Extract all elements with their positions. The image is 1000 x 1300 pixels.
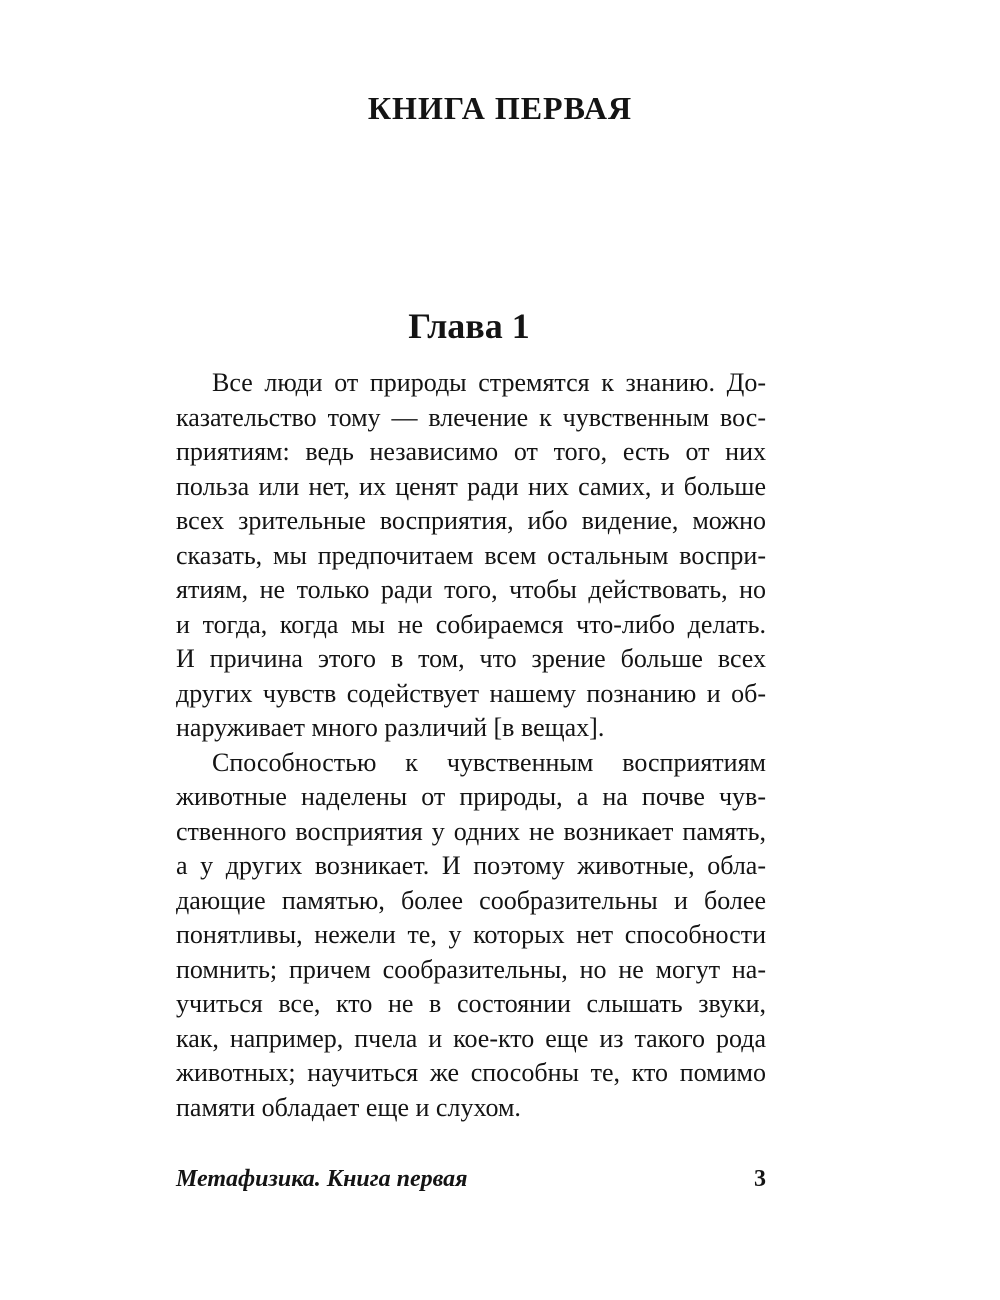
text-line: памяти обладает еще и слухом. <box>176 1092 521 1122</box>
text-line: ятиям, не только ради того, чтобы действовать, но <box>176 575 766 604</box>
chapter-title: Глава 1 <box>408 306 530 346</box>
text-line: учиться все, кто не в состоянии слышать звуки, <box>176 989 766 1018</box>
book-title: КНИГА ПЕРВАЯ <box>367 90 633 126</box>
running-title: Метафизика. Книга первая <box>176 1166 468 1192</box>
text-line: наруживает много различий [в вещах]. <box>176 713 605 742</box>
text-line: и тогда, когда мы не собираемся что-либо делать. <box>176 609 766 639</box>
text-line: а у других возникает. И поэтому животные, обла- <box>176 851 766 880</box>
text-line: дающие памятью, более сообразительны и более <box>176 885 766 915</box>
text-line: помнить; причем сообразительны, но не могут на- <box>176 954 766 984</box>
text-line: других чувств содействует нашему познанию и об- <box>176 678 766 708</box>
body-text <box>176 366 766 1125</box>
paragraph-2 <box>176 746 766 1126</box>
text-line: всех зрительные восприятия, ибо видение, можно <box>176 506 766 535</box>
text-line: ственного восприятия у одних не возникает память, <box>176 816 766 846</box>
page-number: 3 <box>754 1166 766 1192</box>
text-line: Способностью к чувственным восприятиям <box>212 747 766 777</box>
text-line: казательство тому — влечение к чувственным вос- <box>176 402 766 432</box>
page-footer <box>176 1162 766 1196</box>
text-line: понятливы, нежели те, у которых нет способности <box>176 920 766 949</box>
text-line: как, например, пчела и кое-кто еще из такого рода <box>176 1023 766 1053</box>
paragraph-1 <box>176 366 766 746</box>
text-line: приятиям: ведь независимо от того, есть от них <box>176 437 766 466</box>
text-line: польза или нет, их ценят ради них самих, и больше <box>176 471 766 501</box>
text-line: животных; научиться же способны те, кто помимо <box>176 1058 766 1087</box>
text-line: животные наделены от природы, а на почве чув- <box>176 782 766 811</box>
text-line: Все люди от природы стремятся к знанию. До- <box>212 368 766 397</box>
text-line: И причина этого в том, что зрение больше всех <box>176 644 766 673</box>
text-line: сказать, мы предпочитаем всем остальным воспри- <box>176 540 766 570</box>
